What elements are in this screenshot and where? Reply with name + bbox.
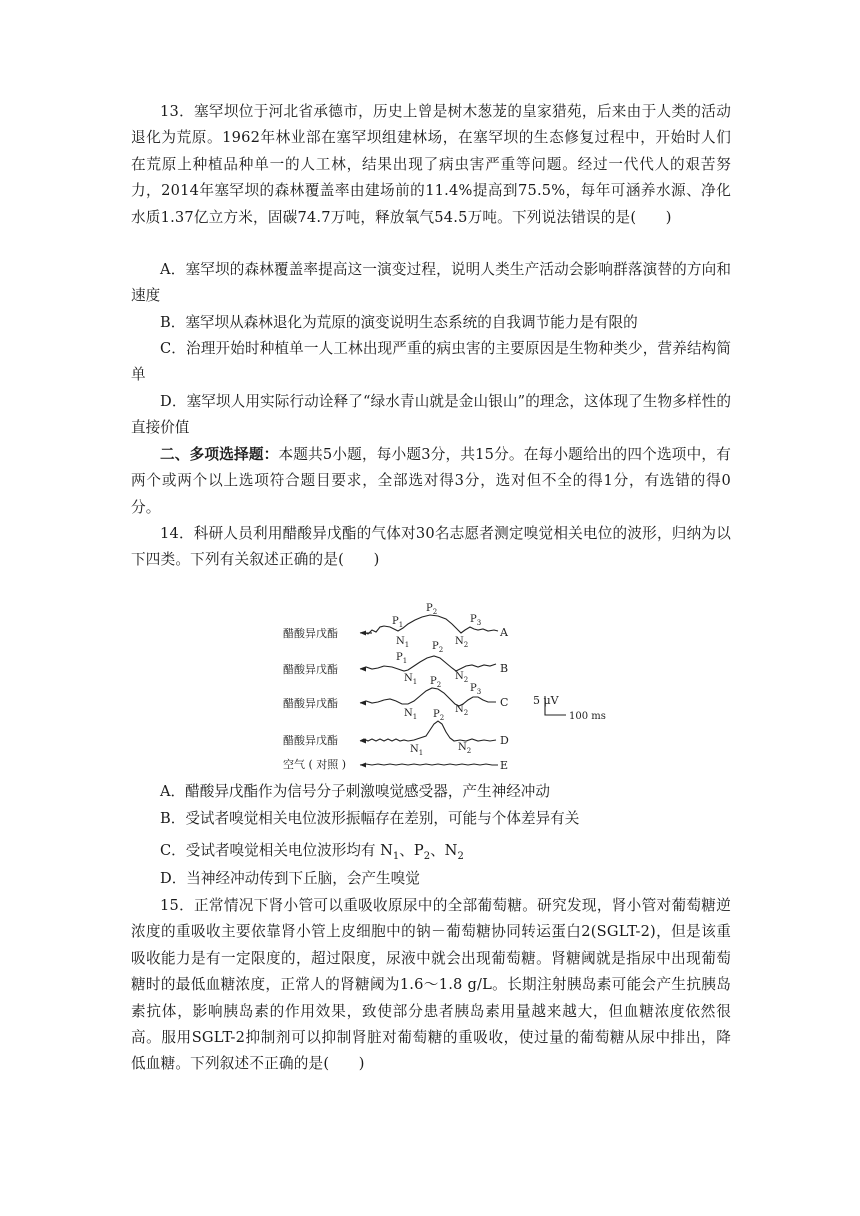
q14-option-d: D．当神经冲动传到下丘脑，会产生嗅觉 bbox=[160, 870, 420, 887]
figure-row-label-a: 醋酸异戊酯 bbox=[283, 627, 338, 640]
q15-stem: 15．正常情况下肾小管可以重吸收原尿中的全部葡萄糖。研究发现，肾小管对葡萄糖逆浓度的重吸收主要依靠肾小管上皮细胞中的钠－葡萄糖协同转运蛋白2(SGLT-2)，但是该重吸收能力是有一定限度的，超过限度，尿液中就会出现葡萄糖。肾糖阈就是指尿中出现葡萄糖时的最低血糖浓度，正常人的肾糖阈为1.6～1.8 g/L。长期注射胰岛素可能会产生抗胰岛素抗体，影响胰岛素的作用效果，致使部分患者胰岛素用量越来越大，但血糖浓度依然很高。服用SGLT-2抑制剂可以抑制肾脏对葡萄糖的重吸收，使过量的葡萄糖从尿中排出，降低血糖。下列叙述不正确的是( ) bbox=[131, 897, 731, 1073]
peak-label: $P_3$ bbox=[470, 614, 482, 627]
q13-stem: 13．塞罕坝位于河北省承德市，历史上曾是树木葱茏的皇家猎苑，后来由于人类的活动退化为荒原。1962年林业部在塞罕坝组建林场，在塞罕坝的生态修复过程中，开始时人们在荒原上种植品种单一的人工林，结果出现了病虫害严重等问题。经过一代代人的艰苦努力，2014年塞罕坝的森林覆盖率由建场前的11.4%提高到75.5%，每年可涵养水源、净化水质1.37亿立方米，固碳74.7万吨，释放氧气54.5万吨。下列说法错误的是( ) bbox=[131, 103, 731, 226]
section-2-heading: 二、多项选择题： bbox=[160, 446, 279, 463]
section-2-instructions bbox=[131, 442, 731, 521]
figure-row-label-b: 醋酸异戊酯 bbox=[283, 663, 338, 676]
peak-label: $P_1$ bbox=[392, 616, 404, 629]
q14-stem: 14．科研人员利用醋酸异戊酯的气体对30名志愿者测定嗅觉相关电位的波形，归纳为以下四类。下列有关叙述正确的是( ) bbox=[131, 525, 731, 569]
peak-label: $N_1$ bbox=[404, 673, 418, 686]
section-2-text: 本题共5小题，每小题3分，共15分。在每小题给出的四个选项中，有两个或两个以上选项符合题目要求，全部选对得3分，选对但不全的得1分，有选错的得0分。 bbox=[131, 446, 731, 516]
figure-letter-d: D bbox=[500, 734, 509, 747]
q13-option-c: C．治理开始时种植单一人工林出现严重的病虫害的主要原因是生物种类少，营养结构简单 bbox=[131, 340, 731, 384]
q13-option-a: A．塞罕坝的森林覆盖率提高这一演变过程，说明人类生产活动会影响群落演替的方向和速度 bbox=[131, 261, 731, 305]
figure-row-label-c: 醋酸异戊酯 bbox=[283, 697, 338, 710]
q14-option-c: C．受试者嗅觉相关电位波形均有 $N_1$、$P_2$、$N_2$ bbox=[160, 842, 464, 862]
peak-label: $N_1$ bbox=[410, 744, 424, 757]
peak-label: $N_2$ bbox=[455, 636, 469, 649]
peak-label: $P_2$ bbox=[433, 709, 445, 722]
peak-label: $P_2$ bbox=[432, 641, 444, 654]
peak-label: $P_3$ bbox=[470, 683, 482, 696]
peak-label: $N_2$ bbox=[455, 671, 469, 684]
peak-label: $N_2$ bbox=[458, 742, 472, 755]
waveform-b bbox=[360, 656, 496, 671]
q14-option-a: A．醋酸异戊酯作为信号分子刺激嗅觉感受器，产生神经冲动 bbox=[160, 783, 550, 800]
peak-label: $N_1$ bbox=[404, 708, 418, 721]
figure-letter-a: A bbox=[500, 626, 508, 639]
olfactory-potential-figure bbox=[280, 600, 610, 775]
figure-letter-c: C bbox=[500, 696, 509, 709]
peak-label: $P_2$ bbox=[426, 603, 438, 616]
waveform-d bbox=[360, 721, 496, 741]
q13-option-b: B．塞罕坝从森林退化为荒原的演变说明生态系统的自我调节能力是有限的 bbox=[160, 314, 638, 331]
figure-row-label-e: 空气 ( 对照 ) bbox=[283, 758, 347, 771]
scale-time-label: 100 ms bbox=[569, 711, 606, 722]
q13-option-d: D．塞罕坝人用实际行动诠释了“绿水青山就是金山银山”的理念，这体现了生物多样性的直接价值 bbox=[131, 393, 731, 437]
figure-letter-b: B bbox=[500, 662, 509, 675]
peak-label: $N_1$ bbox=[396, 636, 410, 649]
waveform-e bbox=[360, 764, 498, 765]
peak-label: $P_1$ bbox=[396, 652, 408, 665]
q14-option-b: B．受试者嗅觉相关电位波形振幅存在差别，可能与个体差异有关 bbox=[160, 810, 580, 827]
peak-label: $P_2$ bbox=[430, 676, 442, 689]
figure-row-label-d: 醋酸异戊酯 bbox=[283, 734, 338, 747]
peak-label: $N_2$ bbox=[455, 704, 469, 717]
figure-letter-e: E bbox=[500, 759, 509, 772]
scale-voltage-label: 5 μV bbox=[533, 694, 559, 707]
